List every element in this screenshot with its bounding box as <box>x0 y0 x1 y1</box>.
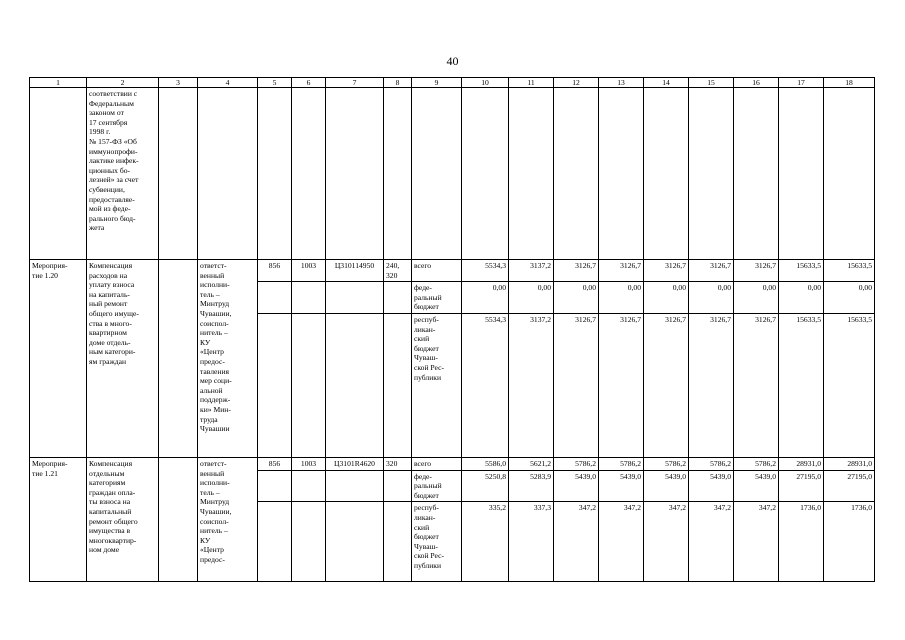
table-cell: 3126,7 <box>554 260 599 282</box>
table-cell: 5786,2 <box>644 457 689 470</box>
cell-empty <box>198 88 258 260</box>
table-cell: 0,00 <box>554 282 599 314</box>
cell-empty <box>258 282 292 314</box>
cell-empty <box>258 88 292 260</box>
table-cell: 5786,2 <box>689 457 734 470</box>
cell-empty <box>824 88 875 260</box>
column-header: 6 <box>292 78 326 88</box>
table-cell: 3126,7 <box>644 313 689 457</box>
table-cell: 5534,3 <box>462 260 509 282</box>
table-cell: Компенсация расходов на уплату взноса на капиталь- ный ремонт общего имуще- ства в много- квартирном доме отдель- ным категори- ям граждан <box>87 260 159 458</box>
cell-empty <box>30 88 87 260</box>
table-cell: 5439,0 <box>734 470 779 502</box>
cell-empty <box>554 88 599 260</box>
table-cell: 0,00 <box>734 282 779 314</box>
cell-empty <box>292 502 326 582</box>
table-cell: 856 <box>258 260 292 282</box>
column-header: 8 <box>384 78 412 88</box>
table-cell: Мероприя- тие 1.21 <box>30 457 87 581</box>
column-header: 2 <box>87 78 159 88</box>
table-cell: Мероприя- тие 1.20 <box>30 260 87 458</box>
table-cell: 28931,0 <box>779 457 824 470</box>
cell-empty <box>384 470 412 502</box>
cell-empty <box>326 502 384 582</box>
table-cell: 320 <box>384 457 412 470</box>
cell-empty <box>509 88 554 260</box>
table-cell: 15633,5 <box>824 260 875 282</box>
cell-empty <box>644 88 689 260</box>
table-cell: 240, 320 <box>384 260 412 282</box>
table-cell: 337,3 <box>509 502 554 582</box>
column-header: 4 <box>198 78 258 88</box>
column-header: 17 <box>779 78 824 88</box>
cell-empty <box>326 282 384 314</box>
cell-empty <box>292 470 326 502</box>
cell-empty <box>326 470 384 502</box>
table-cell: 1736,0 <box>824 502 875 582</box>
table-cell: 5439,0 <box>599 470 644 502</box>
budget-table <box>29 77 875 582</box>
table-cell: 3126,7 <box>689 260 734 282</box>
table-cell: 0,00 <box>509 282 554 314</box>
cell-empty <box>258 313 292 457</box>
table-cell: 5439,0 <box>644 470 689 502</box>
table-cell: 5786,2 <box>734 457 779 470</box>
table-cell: 5786,2 <box>599 457 644 470</box>
table-cell: 347,2 <box>734 502 779 582</box>
table-row <box>30 457 875 470</box>
table-cell: 5439,0 <box>689 470 734 502</box>
table-cell: 0,00 <box>599 282 644 314</box>
table-cell: 0,00 <box>779 282 824 314</box>
column-header: 10 <box>462 78 509 88</box>
column-header: 18 <box>824 78 875 88</box>
cell-empty <box>292 88 326 260</box>
table-cell: 5250,8 <box>462 470 509 502</box>
measures-body <box>30 260 875 582</box>
table-cell: феде- ральный бюджет <box>412 470 462 502</box>
cell-empty <box>462 88 509 260</box>
table-cell: 3126,7 <box>734 313 779 457</box>
table-cell: 1736,0 <box>779 502 824 582</box>
cell-empty <box>292 282 326 314</box>
table-cell: 347,2 <box>599 502 644 582</box>
table-cell: Компенсация отдельным категориям граждан опла- ты взноса на капитальный ремонт общего имущества в многоквартир- ном доме <box>87 457 159 581</box>
table-cell: 15633,5 <box>824 313 875 457</box>
cell-empty <box>326 88 384 260</box>
column-header: 11 <box>509 78 554 88</box>
continuation-row <box>30 88 875 260</box>
column-header: 14 <box>644 78 689 88</box>
column-header: 5 <box>258 78 292 88</box>
cell-empty <box>779 88 824 260</box>
cell-empty <box>734 88 779 260</box>
column-header: 1 <box>30 78 87 88</box>
table-cell: 5786,2 <box>554 457 599 470</box>
column-header: 12 <box>554 78 599 88</box>
table-cell: Ц3101R4620 <box>326 457 384 470</box>
table-row <box>30 260 875 282</box>
table-cell: респуб- ликан- ский бюджет Чуваш- ской Рес- публики <box>412 313 462 457</box>
table-cell: Ц310114950 <box>326 260 384 282</box>
table-cell: 3126,7 <box>599 313 644 457</box>
cell-empty <box>159 260 198 458</box>
cell-empty <box>258 470 292 502</box>
cell-empty <box>599 88 644 260</box>
table-cell: 5534,3 <box>462 313 509 457</box>
table-cell: 347,2 <box>644 502 689 582</box>
cell-empty <box>384 88 412 260</box>
cell-empty <box>384 502 412 582</box>
table-cell: 3126,7 <box>689 313 734 457</box>
column-header: 3 <box>159 78 198 88</box>
cell-empty <box>159 457 198 581</box>
table-cell: 3126,7 <box>599 260 644 282</box>
table-cell: 3126,7 <box>644 260 689 282</box>
table-cell: респуб- ликан- ский бюджет Чуваш- ской Рес- публики <box>412 502 462 582</box>
table-cell: 0,00 <box>644 282 689 314</box>
column-header: 13 <box>599 78 644 88</box>
cell-empty <box>412 88 462 260</box>
page-number: 40 <box>446 54 459 68</box>
table-cell: 5586,0 <box>462 457 509 470</box>
table-cell: 15633,5 <box>779 260 824 282</box>
header-row <box>30 78 875 88</box>
cell-empty <box>689 88 734 260</box>
cell-empty <box>258 502 292 582</box>
column-header: 7 <box>326 78 384 88</box>
table-cell: 27195,0 <box>779 470 824 502</box>
cell-empty <box>326 313 384 457</box>
cell-empty <box>292 313 326 457</box>
column-header: 15 <box>689 78 734 88</box>
column-header: 16 <box>734 78 779 88</box>
table-cell: ответст- венный исполни- тель – Минтруд Чувашии, соиспол- нитель – КУ «Центр предос- <box>198 457 258 581</box>
table-cell: 335,2 <box>462 502 509 582</box>
table-cell: 28931,0 <box>824 457 875 470</box>
table-cell: 5621,2 <box>509 457 554 470</box>
table-cell: 0,00 <box>462 282 509 314</box>
column-header: 9 <box>412 78 462 88</box>
table-cell: всего <box>412 260 462 282</box>
table-cell: 3126,7 <box>554 313 599 457</box>
cell-empty <box>159 88 198 260</box>
table-cell: всего <box>412 457 462 470</box>
table-cell: феде- ральный бюджет <box>412 282 462 314</box>
continuation-description: соответствии с Федеральным законом от 17 сентября 1998 г. № 157-ФЗ «Об иммунопрофи- лактике инфек- ционных бо- лезней» за счет субвенции, предоставляе- мой из феде- рального бюд- жета <box>87 88 159 260</box>
table-cell: ответст- венный исполни- тель – Минтруд Чувашии, соиспол- нитель – КУ «Центр предос- тавления мер соци- альной поддерж- ки» Мин- труда Чувашии <box>198 260 258 458</box>
table-cell: 347,2 <box>554 502 599 582</box>
table-cell: 0,00 <box>689 282 734 314</box>
table-cell: 3126,7 <box>734 260 779 282</box>
table-cell: 347,2 <box>689 502 734 582</box>
table-cell: 15633,5 <box>779 313 824 457</box>
table-cell: 27195,0 <box>824 470 875 502</box>
table-cell: 1003 <box>292 260 326 282</box>
table-cell: 856 <box>258 457 292 470</box>
table-cell: 0,00 <box>824 282 875 314</box>
table-cell: 5283,9 <box>509 470 554 502</box>
table-cell: 5439,0 <box>554 470 599 502</box>
table-cell: 1003 <box>292 457 326 470</box>
table-cell: 3137,2 <box>509 260 554 282</box>
cell-empty <box>384 282 412 314</box>
table-cell: 3137,2 <box>509 313 554 457</box>
cell-empty <box>384 313 412 457</box>
